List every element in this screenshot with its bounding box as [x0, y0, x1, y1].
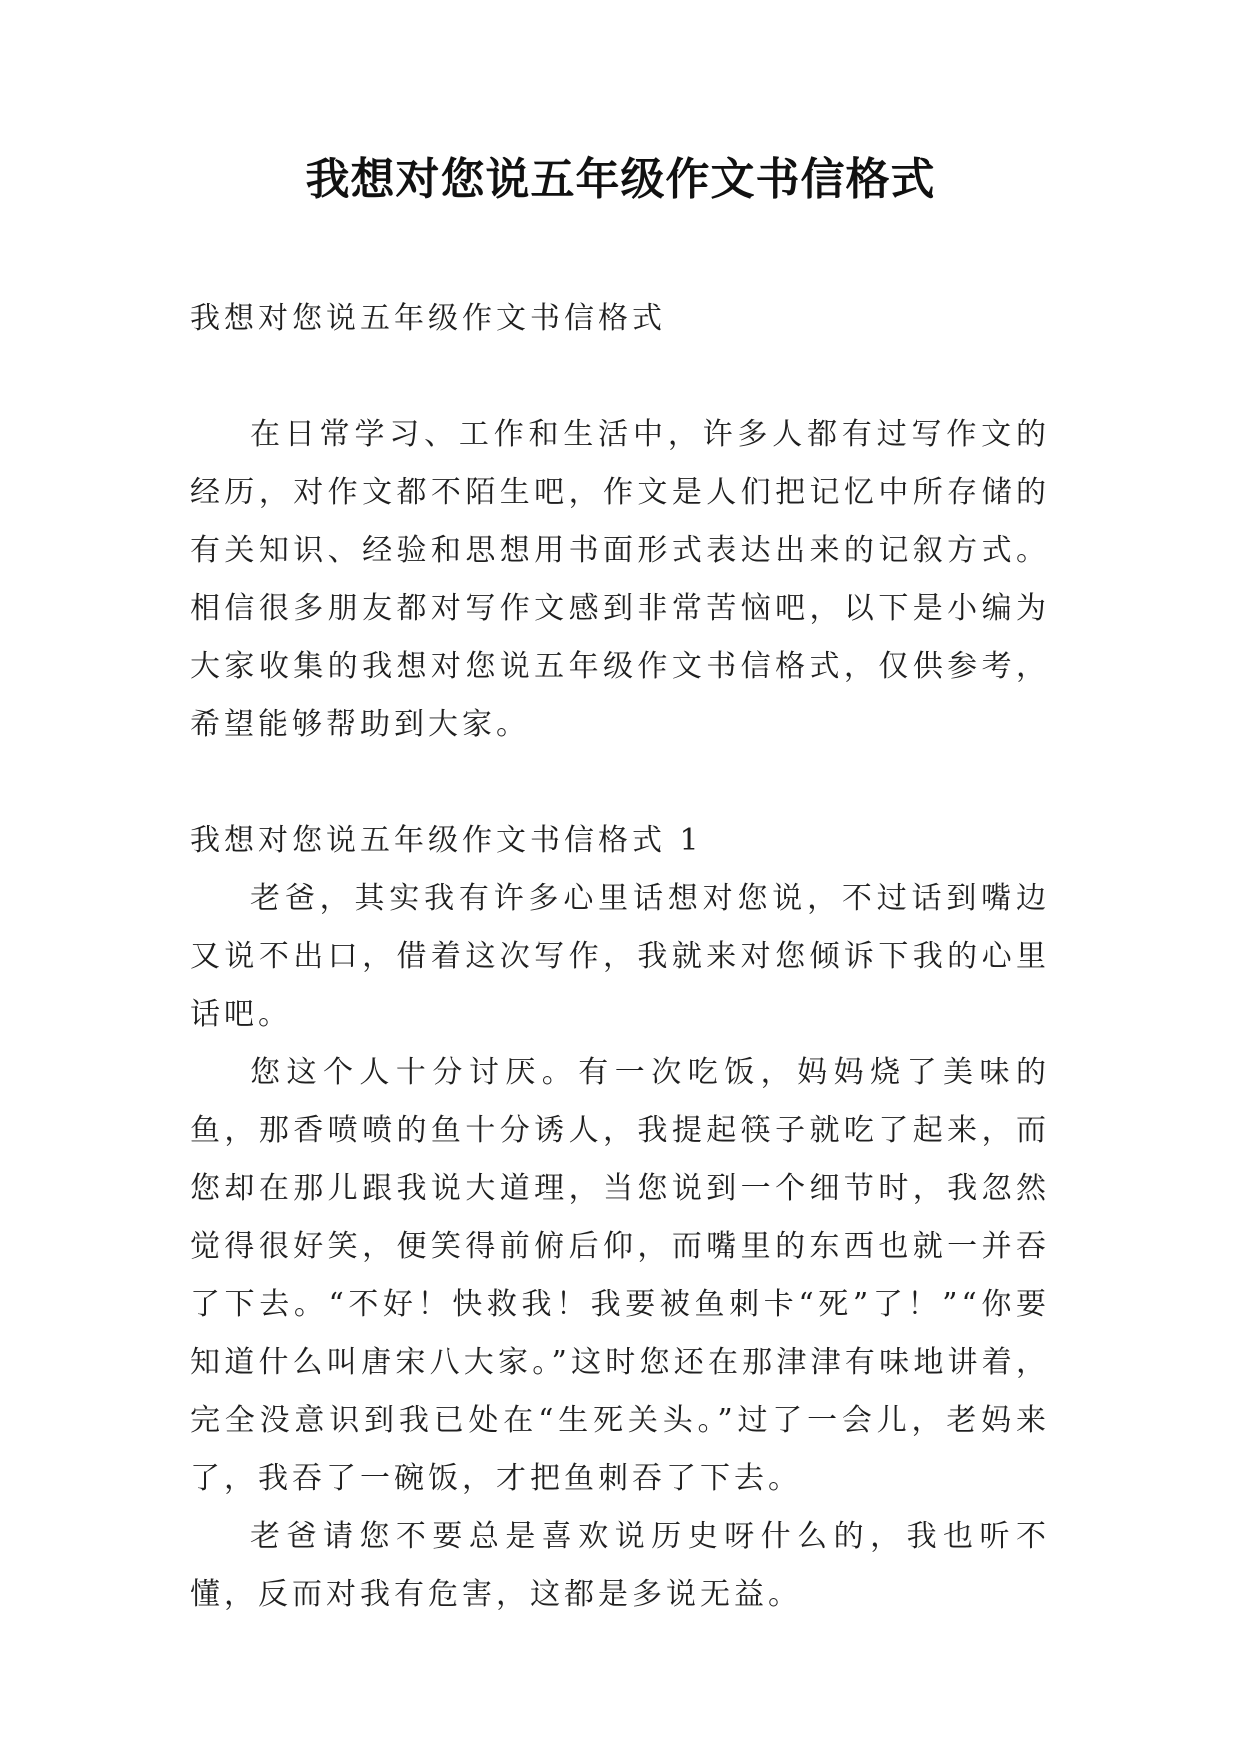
intro-paragraph: 在日常学习、工作和生活中，许多人都有过写作文的经历，对作文都不陌生吧，作文是人们把记忆中所存储的有关知识、经验和思想用书面形式表达出来的记叙方式。相信很多朋友都对写作文感到非常苦恼吧，以下是小编为大家收集的我想对您说五年级作文书信格式，仅供参考，希望能够帮助到大家。 — [190, 417, 1050, 742]
body-paragraph-1: 老爸，其实我有许多心里话想对您说，不过话到嘴边又说不出口，借着这次写作，我就来对您倾诉下我的心里话吧。 — [190, 881, 1050, 1032]
section-title: 我想对您说五年级作文书信格式 1 — [190, 823, 703, 858]
body-paragraph-2: 您这个人十分讨厌。有一次吃饭，妈妈烧了美味的鱼，那香喷喷的鱼十分诱人，我提起筷子就吃了起来，而您却在那儿跟我说大道理，当您说到一个细节时，我忽然觉得很好笑，便笑得前俯后仰，而嘴里的东西也就一并吞了下去。“不好！快救我！我要被鱼刺卡“死”了！”“你要知道什么叫唐宋八大家。”这时您还在那津津有味地讲着，完全没意识到我已处在“生死关头。”过了一会儿，老妈来了，我吞了一碗饭，才把鱼刺吞了下去。 — [190, 1055, 1050, 1496]
document-title: 我想对您说五年级作文书信格式 — [305, 154, 936, 205]
document-subtitle: 我想对您说五年级作文书信格式 — [190, 301, 666, 336]
document-content — [190, 290, 1050, 1624]
body-paragraph-3: 老爸请您不要总是喜欢说历史呀什么的，我也听不懂，反而对我有危害，这都是多说无益。 — [190, 1519, 1050, 1612]
